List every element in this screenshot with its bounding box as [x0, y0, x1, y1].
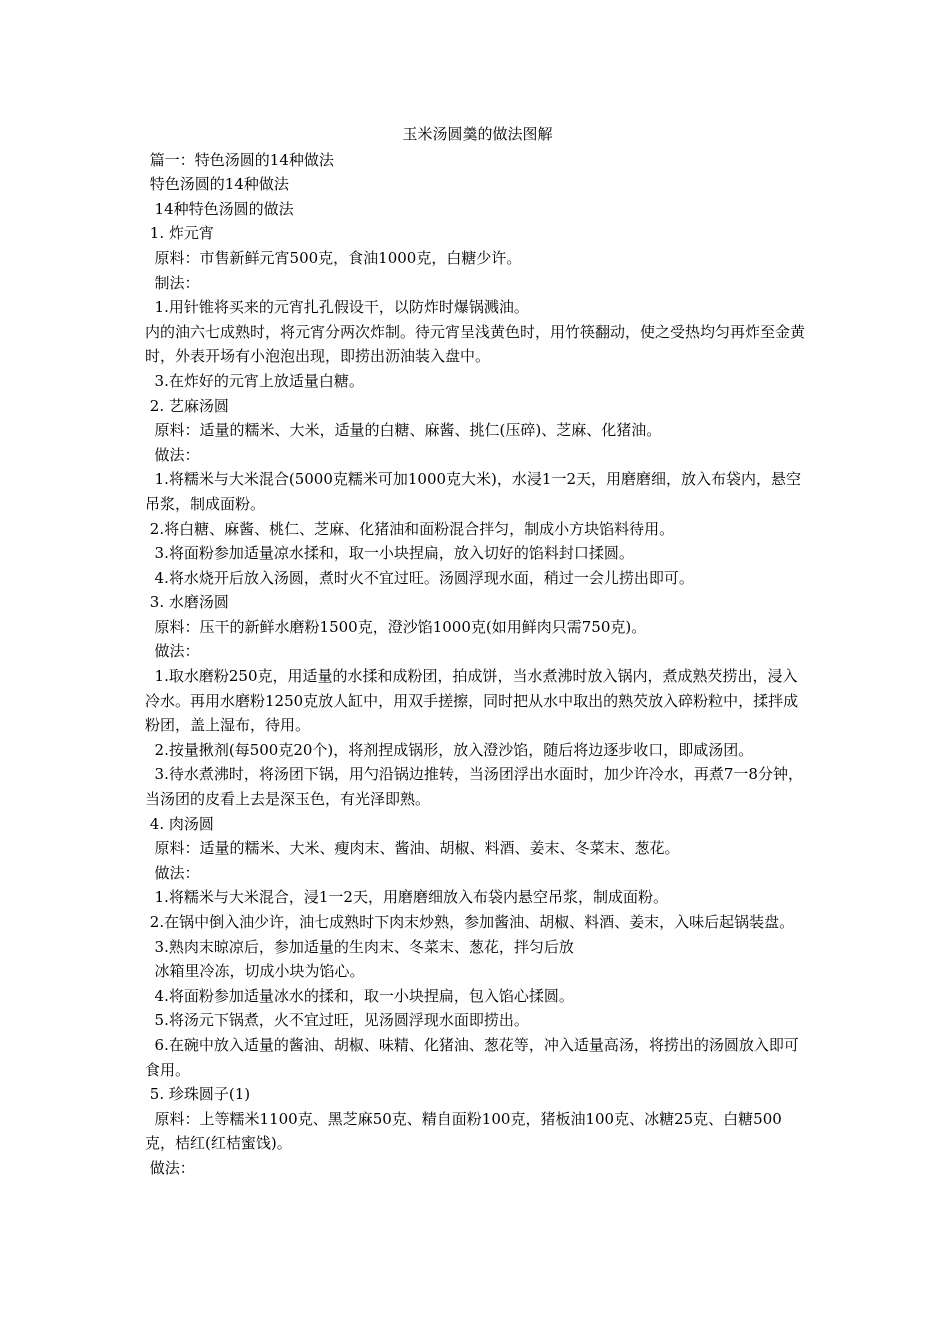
body-line: 2.在锅中倒入油少许，油七成熟时下肉末炒熟，参加酱油、胡椒、料酒、姜末，入味后起锅装盘。 — [145, 913, 795, 931]
body-line: 2.按量揪剂(每500克20个)，将剂捏成锅形，放入澄沙馅，随后将边逐步收口，即咸汤团。 — [145, 740, 754, 759]
document-body — [145, 148, 810, 1181]
body-line: 5. 珍珠圆子(1) — [145, 1085, 251, 1104]
body-line: 原料：压干的新鲜水磨粉1500克，澄沙馅1000克(如用鲜肉只需750克)。 — [145, 617, 647, 636]
body-line: 1.用针锥将买来的元宵扎孔假设干，以防炸时爆锅溅油。 — [145, 298, 529, 317]
body-line: 1.将糯米与大米混合(5000克糯米可加1000克大米)，水浸1一2天，用磨磨细，放入布袋内，悬空吊浆，制成面粉。 — [145, 470, 802, 513]
body-line: 做法： — [145, 1158, 195, 1177]
document-title: 玉米汤圆羹的做法图解 — [402, 125, 553, 143]
body-line: 原料：上等糯米1100克、黑芝麻50克、精自面粉100克，猪板油100克、冰糖25克、白糖500克，桔红(红桔蜜饯)。 — [145, 1109, 782, 1153]
body-line: 制法： — [145, 273, 200, 292]
body-line: 6.在碗中放入适量的酱油、胡椒、味精、化猪油、葱花等，冲入适量高汤，将捞出的汤圆放入即可食用。 — [145, 1035, 799, 1079]
body-line: 3.待水煮沸时，将汤团下锅，用勺沿锅边推转，当汤团浮出水面时，加少许冷水，再煮7一8分钟，当汤团的皮看上去是深玉色，有光泽即熟。 — [145, 765, 803, 809]
body-line: 原料：市售新鲜元宵500克，食油1000克，白糖少许。 — [145, 248, 522, 267]
body-line: 5.将汤元下锅煮，火不宜过旺，见汤圆浮现水面即捞出。 — [145, 1011, 529, 1030]
body-line: 3.在炸好的元宵上放适量白糖。 — [145, 371, 364, 390]
body-line: 3.将面粉参加适量凉水揉和，取一小块捏扁，放入切好的馅料封口揉圆。 — [145, 544, 634, 563]
body-line: 14种特色汤圆的做法 — [145, 199, 294, 218]
body-line: 原料：适量的糯米、大米、瘦肉末、酱油、胡椒、料酒、姜末、冬菜末、葱花。 — [145, 839, 680, 858]
body-line: 4.将水烧开后放入汤圆，煮时火不宜过旺。汤圆浮现水面，稍过一会儿捞出即可。 — [145, 568, 694, 587]
body-line: 特色汤圆的14种做法 — [145, 175, 289, 194]
body-line: 4. 肉汤圆 — [145, 814, 214, 833]
body-line: 2. 艺麻汤圆 — [145, 396, 229, 415]
body-line: 做法： — [145, 642, 200, 661]
body-line: 3. 水磨汤圆 — [145, 593, 229, 612]
body-line: 做法： — [145, 863, 200, 882]
body-line: 4.将面粉参加适量冰水的揉和，取一小块捏扁，包入馅心揉圆。 — [145, 986, 574, 1005]
body-line: 原料：适量的糯米、大米，适量的白糖、麻酱、挑仁(压碎)、芝麻、化猪油。 — [145, 421, 662, 440]
body-line: 1. 炸元宵 — [145, 224, 214, 243]
body-line: 做法： — [145, 445, 200, 464]
body-line: 冰箱里冷冻，切成小块为馅心。 — [145, 962, 365, 981]
body-line: 1.将糯米与大米混合，浸1一2天，用磨磨细放入布袋内悬空吊浆，制成面粉。 — [145, 888, 668, 907]
body-line: 内的油六七成熟时，将元宵分两次炸制。待元宵呈浅黄色时，用竹筷翻动，使之受热均匀再炸至金黄时，外表开场有小泡泡出现，即捞出沥油装入盘中。 — [145, 322, 806, 366]
body-line: 1.取水磨粉250克，用适量的水揉和成粉团，拍成饼，当水煮沸时放入锅内，煮成熟芡捞出，浸入冷水。再用水磨粉1250克放人缸中，用双手搓擦，同时把从水中取出的熟芡放入碎粉粒中，揉拌成粉团，盖上湿布，待用。 — [145, 667, 799, 735]
body-line: 2.将白糖、麻酱、桃仁、芝麻、化猪油和面粉混合拌匀，制成小方块馅料待用。 — [145, 519, 675, 538]
body-line: 篇一：特色汤圆的14种做法 — [145, 150, 334, 169]
body-line: 3.熟肉末晾凉后，参加适量的生肉末、冬菜末、葱花，拌匀后放 — [145, 937, 574, 956]
